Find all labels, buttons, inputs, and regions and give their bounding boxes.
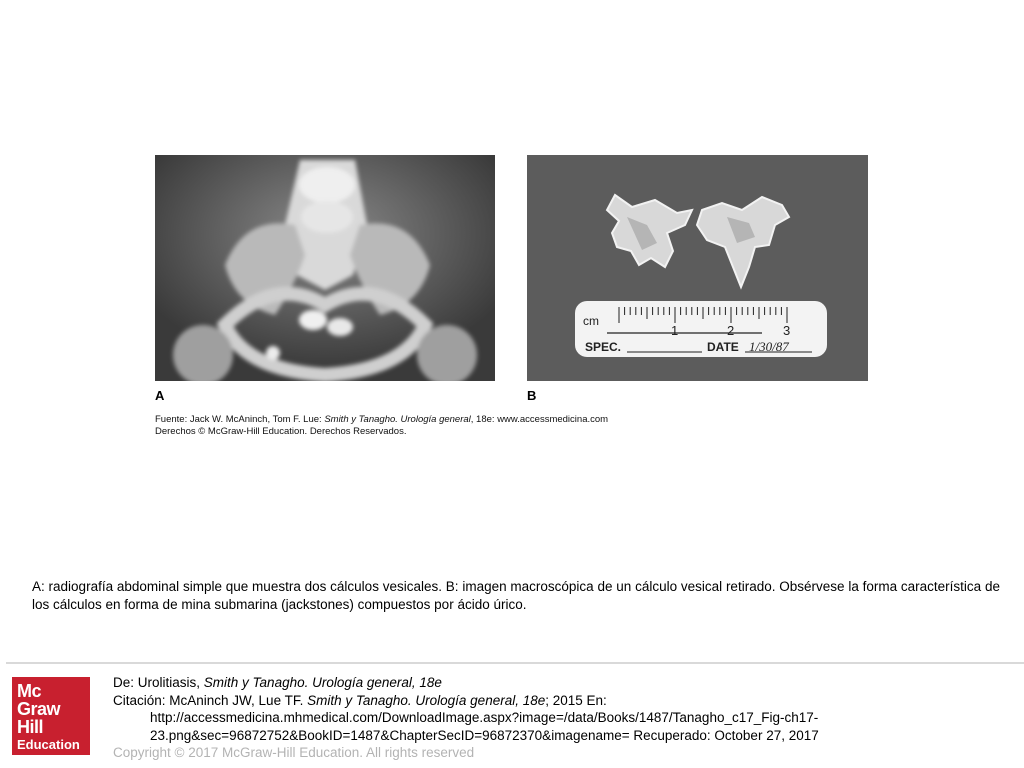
- source-line: [113, 674, 819, 692]
- citation-book: Smith y Tanagho. Urología general, 18e: [307, 692, 546, 708]
- xray-image: [155, 155, 495, 381]
- figure: [150, 152, 872, 437]
- figure-credit-line1: [155, 414, 608, 426]
- citation-block: [113, 674, 819, 744]
- panel-a-label: A: [155, 388, 165, 403]
- ruler-unit: cm: [583, 314, 599, 328]
- source-book: Smith y Tanagho. Urología general, 18e: [203, 675, 442, 690]
- ruler-tick-3: 3: [783, 323, 791, 338]
- citation-suffix: ; 2015 En:: [545, 692, 607, 708]
- panel-b-label: B: [527, 388, 537, 403]
- ruler: [575, 301, 827, 357]
- citation-line: [113, 692, 819, 710]
- ruler-tick-1: 1: [671, 323, 679, 338]
- ruler-date-label: DATE: [707, 340, 739, 354]
- copyright-notice: Copyright © 2017 McGraw-Hill Education. All rights reserved: [113, 745, 475, 760]
- logo-line1: Mc: [17, 681, 42, 701]
- ruler-tick-2: 2: [727, 323, 735, 338]
- citation-url-line2: 23.png&sec=96872752&BookID=1487&ChapterSecID=96872370&imagename= Recuperado: October 27, 2017: [150, 727, 819, 743]
- citation-prefix: Citación: McAninch JW, Lue TF.: [113, 692, 308, 708]
- figure-credit: [155, 414, 608, 438]
- logo-line2: Graw: [17, 699, 61, 719]
- credit-prefix: Fuente: Jack W. McAninch, Tom F. Lue:: [155, 414, 325, 425]
- stone-photo: [527, 155, 868, 381]
- citation-url-line1: http://accessmedicina.mhmedical.com/DownloadImage.aspx?image=/data/Books/1487/Tanagho_c17_Fig-ch17-: [150, 710, 819, 725]
- credit-book: Smith y Tanagho. Urología general: [324, 414, 471, 425]
- footer-divider: [6, 662, 1024, 664]
- logo-line3: Hill: [17, 717, 44, 737]
- source-prefix: De: Urolitiasis,: [113, 675, 204, 690]
- figure-credit-line2: Derechos © McGraw-Hill Education. Derechos Reservados.: [155, 426, 407, 437]
- ruler-spec-label: SPEC.: [585, 340, 622, 354]
- figure-caption: A: radiografía abdominal simple que muestra dos cálculos vesicales. B: imagen macroscópica de un cálculo vesical retirado. Obsérvese la forma característica de los cálculos en forma de mina submarina (jackstones) compuestos por ácido úrico.: [32, 579, 1000, 612]
- mcgraw-hill-logo: [12, 677, 90, 755]
- credit-suffix: , 18e: www.accessmedicina.com: [470, 414, 609, 425]
- ruler-date-value: 1/30/87: [749, 339, 789, 354]
- logo-line4: Education: [17, 737, 80, 752]
